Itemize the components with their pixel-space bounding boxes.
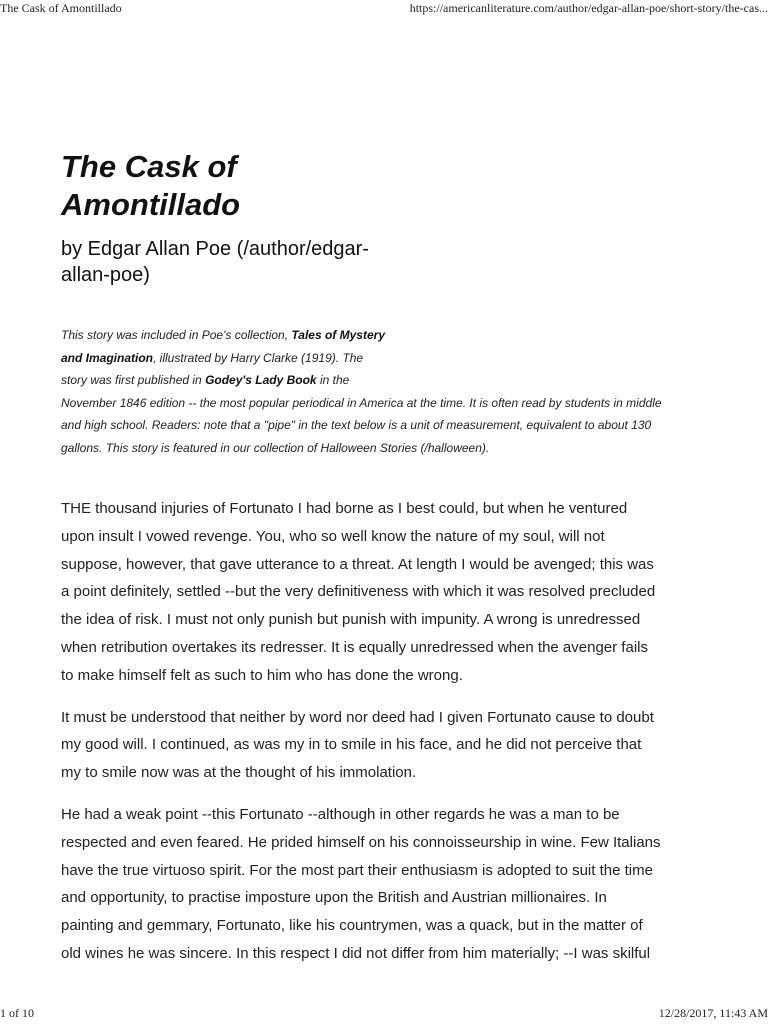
page-number: 1 of 10	[0, 1006, 34, 1020]
author-byline-line: allan-poe)	[61, 264, 150, 286]
print-header	[0, 1, 768, 17]
story-line: THE thousand injuries of Fortunato I had borne as I best could, but when he ventured	[61, 500, 628, 517]
article-title-line: Amontillado	[61, 187, 241, 222]
story-line: He had a weak point --this Fortunato --although in other regards he was a man to be	[61, 805, 620, 823]
story-line: respected and even feared. He prided himself on his connoisseurship in wine. Few Italians	[61, 833, 661, 851]
author-byline	[61, 236, 421, 288]
story-line: my good will. I continued, as was my in to smile in his face, and he did not perceive that	[61, 736, 642, 754]
intro-text: November 1846 edition -- the most popular periodical in America at the time. It is often read by students in middle	[61, 395, 662, 410]
article-title	[61, 148, 421, 224]
story-line: the idea of risk. I must not only punish but punish with impunity. A wrong is unredressed	[61, 611, 641, 629]
collection-title: and Imagination	[61, 350, 154, 365]
intro-text: This story was included in Poe's collection,	[61, 328, 292, 342]
story-introduction	[61, 324, 711, 459]
collection-title: Tales of Mystery	[291, 328, 385, 342]
print-header-page-title: The Cask of Amontillado	[0, 1, 122, 15]
story-line: old wines he was sincere. In this respect I did not differ from him materially; --I was skilful	[61, 944, 651, 962]
story-line: painting and gemmary, Fortunato, like his countrymen, was a quack, but in the matter of	[61, 917, 643, 935]
story-line: suppose, however, that gave utterance to a threat. At length I would be avenged; this was	[61, 555, 654, 573]
story-line: have the true virtuoso spirit. For the most part their enthusiasm is adopted to suit the time	[61, 861, 653, 879]
story-line: upon insult I vowed revenge. You, who so well know the nature of my soul, will not	[61, 527, 605, 545]
intro-text: and high school. Readers: note that a "pipe" in the text below is a unit of measurement, equivalent to about 130	[61, 418, 652, 432]
article	[61, 148, 711, 982]
story-line: when retribution overtakes its redresser. It is equally unredressed when the avenger fails	[61, 638, 648, 656]
article-title-line: The Cask of	[61, 149, 237, 184]
intro-text: in the	[316, 373, 350, 387]
print-datetime: 12/28/2017, 11:43 AM	[658, 1006, 768, 1020]
author-byline-line: by Edgar Allan Poe (/author/edgar-	[61, 238, 369, 260]
story-line: and opportunity, to practise imposture upon the British and Austrian millionaires. In	[61, 889, 607, 907]
story-line: It must be understood that neither by word nor deed had I given Fortunato cause to doubt	[61, 708, 654, 726]
story-paragraph	[61, 704, 711, 787]
intro-text: , illustrated by Harry Clarke (1919). The	[153, 350, 364, 365]
publication-title: Godey's Lady Book	[205, 373, 317, 387]
story-line: my to smile now was at the thought of his immolation.	[61, 764, 417, 782]
intro-text: gallons. This story is featured in our collection of Halloween Stories (/halloween).	[61, 440, 490, 455]
story-paragraph	[61, 495, 711, 690]
intro-text: story was first published in	[61, 373, 206, 387]
story-line: a point definitely, settled --but the very definitiveness with which it was resolved precluded	[61, 583, 656, 601]
print-header-url: https://americanliterature.com/author/edgar-allan-poe/short-story/the-cas...	[409, 1, 768, 15]
print-footer	[0, 1006, 768, 1022]
story-body	[61, 495, 711, 968]
story-paragraph	[61, 801, 711, 968]
story-line: to make himself felt as such to him who has done the wrong.	[61, 666, 463, 684]
